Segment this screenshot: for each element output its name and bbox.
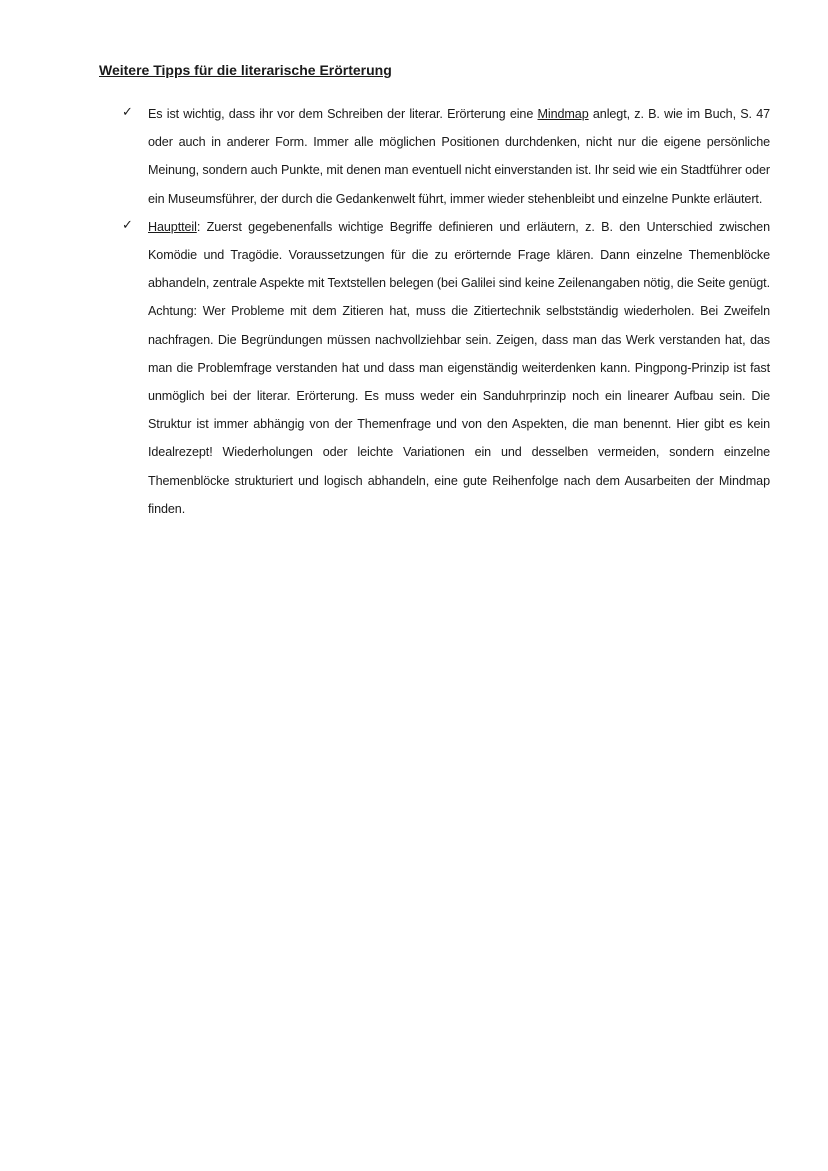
list-item xyxy=(122,100,770,213)
page-title: Weitere Tipps für die literarische Erörterung xyxy=(99,62,392,78)
check-mark-icon: ✓ xyxy=(122,105,133,120)
list-item xyxy=(122,213,770,523)
check-mark-icon: ✓ xyxy=(122,217,133,233)
tip-2-hauptteil-term: Hauptteil xyxy=(148,219,197,234)
tip-1-mindmap-term: Mindmap xyxy=(537,107,589,121)
tip-1-text-start: Es ist wichtig, dass ihr vor dem Schreiben der literar. Erörterung eine xyxy=(148,107,538,121)
tip-1-text-end: anlegt, z. B. wie im Buch, S. 47 oder auch in anderer Form. Immer alle möglichen Positionen durchdenken, nicht nur die eigene persönliche Meinung, sondern auch Punkte, mit denen man eventuell nicht einverstanden ist. Ihr seid wie ein Stadtführer oder ein Museumsführer, der durch die Gedankenwelt führt, immer wieder stehenbleibt und einzelne Punkte erläutert. xyxy=(148,107,771,206)
tip-2-text: : Zuerst gegebenenfalls wichtige Begriffe definieren und erläutern, z. B. den Unterschied zwischen Komödie und Tragödie. Voraussetzungen für die zu erörternde Frage klären. Dann einzelne Themenblöcke abhandeln, zentrale Aspekte mit Textstellen belegen (bei Galilei sind keine Zeilenangaben nötig, die Seite genügt. Achtung: Wer Probleme mit dem Zitieren hat, muss die Zitiertechnik selbstständig wiederholen. Bei Zweifeln nachfragen. Die Begründungen müssen nachvollziehbar sein. Zeigen, dass man das Werk verstanden hat, das man die Problemfrage verstanden hat und dass man eigenständig weiterdenken kann. Pingpong-Prinzip ist fast unmöglich bei der literar. Erörterung. Es muss weder ein Sanduhrprinzip noch ein linearer Aufbau sein. Die Struktur ist immer abhängig von der Themenfrage und von den Aspekten, die man benennt. Hier gibt es kein Idealrezept! Wiederholungen oder leichte Variationen ein und desselben vermeiden, sondern einzelne Themenblöcke strukturiert und logisch abhandeln, eine gute Reihenfolge nach dem Ausarbeiten der Mindmap finden. xyxy=(148,219,770,516)
tips-list xyxy=(122,100,770,523)
